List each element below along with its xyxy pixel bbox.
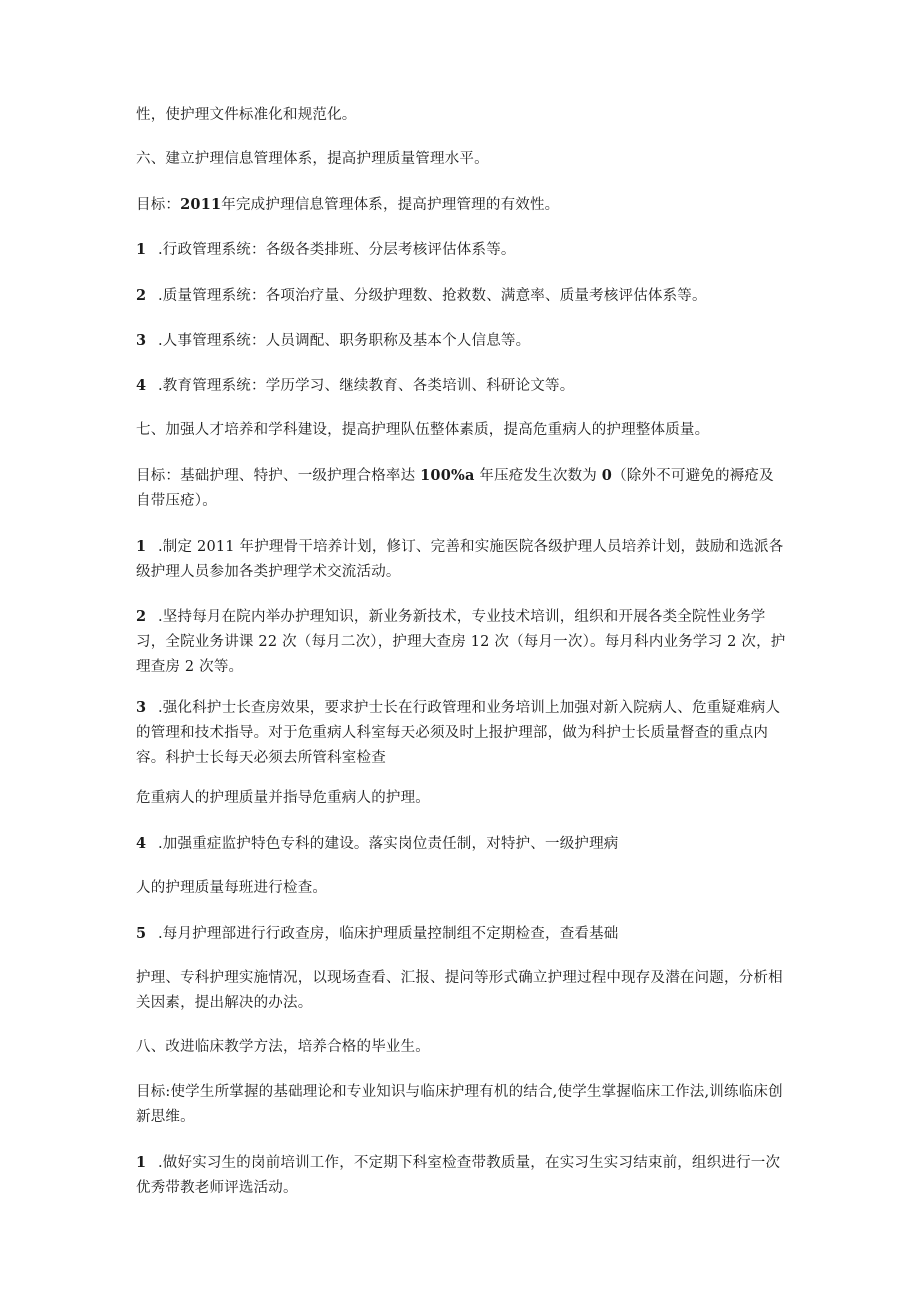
list-item-8-1: 1 .做好实习生的岗前培训工作，不定期下科室检查带教质量，在实习生实习结束前，组织进行一次优秀带教老师评选活动。 (136, 1154, 781, 1196)
section-heading-8: 八、改进临床教学方法，培养合格的毕业生。 (136, 1039, 430, 1055)
paragraph-1: 性，使护理文件标准化和规范化。 (136, 107, 357, 123)
goal-paragraph-7: 目标：基础护理、特护、一级护理合格率达 100%a 年压疮发生次数为 0（除外不可避免的褥疮及自带压疮）。 (136, 467, 774, 509)
paragraph-continuation-7-5: 护理、专科护理实施情况，以现场查看、汇报、提问等形式确立护理过程中现存及潜在问题，分析相关因素，提出解决的办法。 (136, 970, 783, 1011)
goal-paragraph-8: 目标:使学生所掌握的基础理论和专业知识与临床护理有机的结合,使学生掌握临床工作法,训练临床创新思维。 (136, 1084, 783, 1125)
list-item-7-5: 5 .每月护理部进行行政查房，临床护理质量控制组不定期检查，查看基础 (136, 925, 619, 942)
paragraph-continuation-7-3: 危重病人的护理质量并指导危重病人的护理。 (136, 790, 430, 806)
list-item-6-2: 2 .质量管理系统：各项治疗量、分级护理数、抢救数、满意率、质量考核评估体系等。 (136, 287, 707, 304)
list-item-7-3: 3 .强化科护士长查房效果，要求护士长在行政管理和业务培训上加强对新入院病人、危重疑难病人的管理和技术指导。对于危重病人科室每天必须及时上报护理部，做为科护士长质量督查的重点内容。科护士长每天必须去所管科室检查 (136, 699, 781, 766)
section-heading-7: 七、加强人才培养和学科建设，提高护理队伍整体素质，提高危重病人的护理整体质量。 (136, 422, 710, 438)
list-item-6-4: 4 .教育管理系统：学历学习、继续教育、各类培训、科研论文等。 (136, 377, 575, 394)
list-item-6-1: 1 .行政管理系统：各级各类排班、分层考核评估体系等。 (136, 241, 516, 258)
list-item-7-2: 2 .坚持每月在院内举办护理知识，新业务新技术，专业技术培训，组织和开展各类全院性业务学习，全院业务讲课 22 次（每月二次），护理大查房 12 次（每月一次）。每月科内业务学习 2 次，护理查房 2 次等。 (136, 608, 786, 675)
list-item-6-3: 3 .人事管理系统：人员调配、职务职称及基本个人信息等。 (136, 332, 531, 349)
list-item-7-4: 4 .加强重症监护特色专科的建设。落实岗位责任制，对特护、一级护理病 (136, 835, 619, 852)
goal-paragraph-6: 目标：2011年完成护理信息管理体系，提高护理管理的有效性。 (136, 196, 560, 213)
list-item-7-1: 1 .制定 2011 年护理骨干培养计划，修订、完善和实施医院各级护理人员培养计划，鼓励和选派各级护理人员参加各类护理学术交流活动。 (136, 538, 784, 580)
section-heading-6: 六、建立护理信息管理体系，提高护理质量管理水平。 (136, 151, 489, 167)
paragraph-continuation-7-4: 人的护理质量每班进行检查。 (136, 880, 328, 896)
